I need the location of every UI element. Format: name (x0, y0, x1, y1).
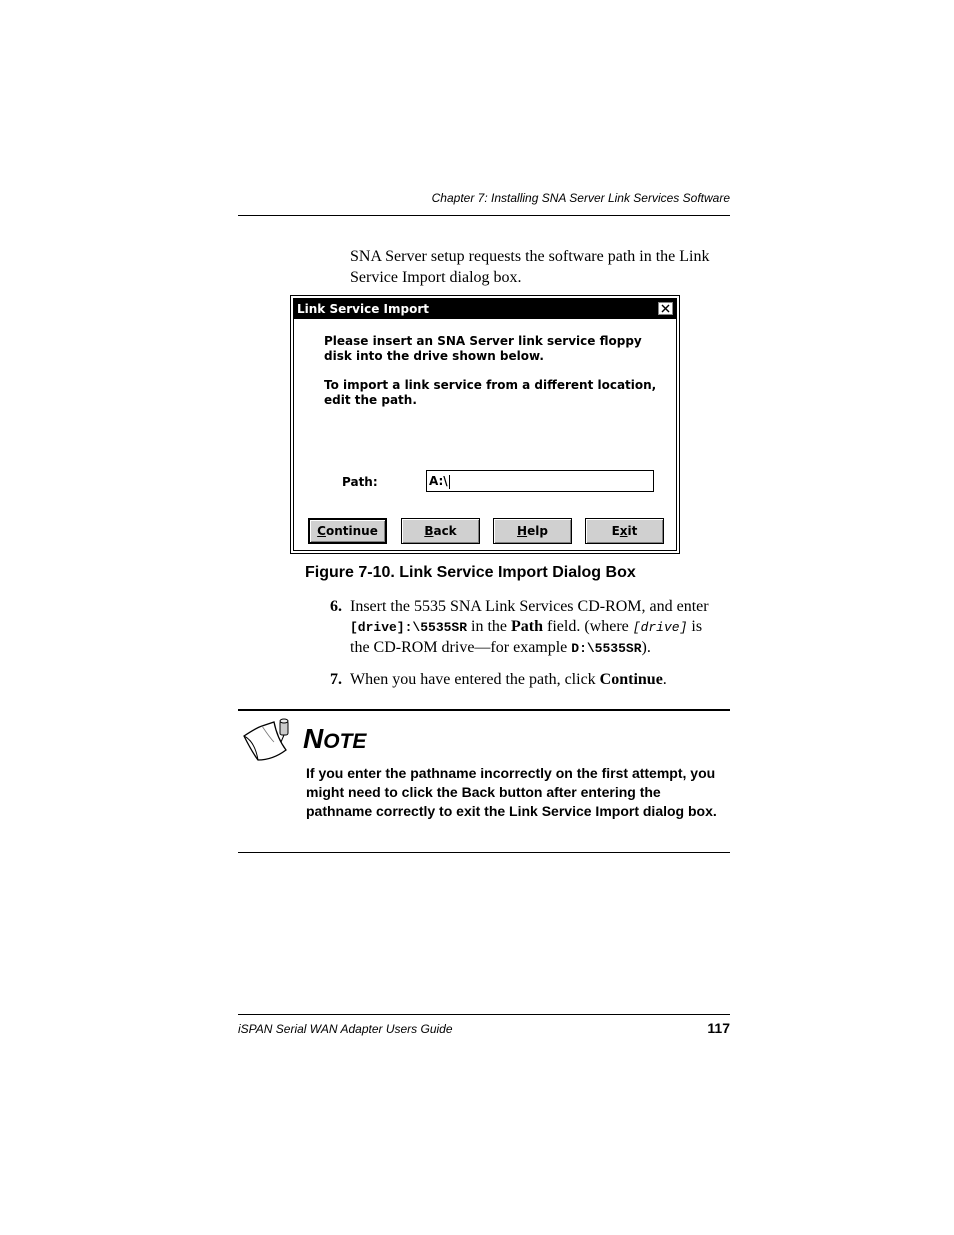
back-button[interactable] (401, 518, 480, 544)
step-6-text-1: Insert the 5535 SNA Link Services CD-ROM, and enter (350, 598, 709, 615)
help-mnemonic: H (517, 524, 528, 538)
continue-button[interactable] (308, 518, 387, 544)
help-button[interactable] (493, 518, 572, 544)
step-6-text-5: the CD-ROM drive—for example (350, 639, 572, 656)
header-rule (238, 215, 730, 216)
back-label: ack (433, 524, 457, 538)
continue-mnemonic: C (317, 524, 326, 538)
step-6-text-4: is (687, 618, 703, 635)
step-6-code-drive: [drive] (632, 620, 688, 635)
dialog-message-2-line-1: To import a link service from a different location, (324, 378, 657, 392)
dialog-message-1-line-2: disk into the drive shown below. (324, 349, 544, 363)
footer-title: iSPAN Serial WAN Adapter Users Guide (238, 1022, 453, 1036)
link-service-import-dialog (290, 295, 680, 554)
path-input[interactable] (426, 470, 654, 492)
step-6-number: 6. (330, 598, 342, 615)
dialog-titlebar (294, 299, 676, 319)
step-6-text-2: in the (467, 618, 512, 635)
step-6 (330, 597, 730, 659)
step-6-text (350, 597, 730, 659)
continue-label: ontinue (325, 524, 378, 538)
close-icon[interactable] (658, 302, 673, 315)
dialog-message-2 (324, 378, 656, 408)
page-number: 117 (707, 1020, 730, 1036)
step-6-text-3: field. (where (543, 618, 633, 635)
help-label: elp (527, 524, 548, 538)
path-label: Path: (342, 475, 378, 489)
step-7-continue-bold: Continue (599, 671, 663, 688)
step-6-code-path: [drive]:\5535SR (350, 620, 468, 635)
dialog-message-1-line-1: Please insert an SNA Server link service floppy (324, 334, 642, 348)
step-7-text-1: When you have entered the path, click (350, 671, 600, 688)
step-7-text (350, 670, 730, 690)
dialog-message-1 (324, 334, 642, 364)
exit-label: it (627, 524, 638, 538)
note-heading-rest: OTE (323, 730, 367, 753)
step-6-path-bold: Path (511, 618, 544, 635)
text-caret (449, 475, 450, 489)
note-heading-initial: N (303, 723, 324, 754)
step-7-text-2: . (662, 671, 667, 688)
note-bottom-rule (238, 852, 730, 853)
exit-label-pre: E (611, 524, 620, 538)
note-top-rule (238, 709, 730, 711)
dialog-message-2-line-2: edit the path. (324, 393, 417, 407)
back-mnemonic: B (424, 524, 434, 538)
intro-paragraph: SNA Server setup requests the software path in the Link Service Import dialog box. (350, 248, 710, 286)
exit-mnemonic: x (619, 524, 628, 538)
step-6-text-6: ). (641, 639, 651, 656)
note-text: If you enter the pathname incorrectly on the first attempt, you might need to click the Back button after entering the pathname correctly to exit the Link Service Import dialog box. (306, 765, 717, 819)
running-header: Chapter 7: Installing SNA Server Link Services Software (431, 191, 730, 205)
dialog-title: Link Service Import (297, 302, 429, 316)
dialog-frame (293, 298, 677, 551)
note-paper-icon (240, 716, 292, 767)
step-7-number: 7. (330, 671, 342, 688)
figure-caption: Figure 7-10. Link Service Import Dialog Box (305, 564, 636, 581)
exit-button[interactable] (585, 518, 664, 544)
step-7 (330, 670, 730, 690)
path-value: A:\ (429, 474, 448, 488)
footer-rule (238, 1014, 730, 1015)
note-heading (303, 723, 366, 755)
step-6-code-example: D:\5535SR (571, 641, 642, 656)
